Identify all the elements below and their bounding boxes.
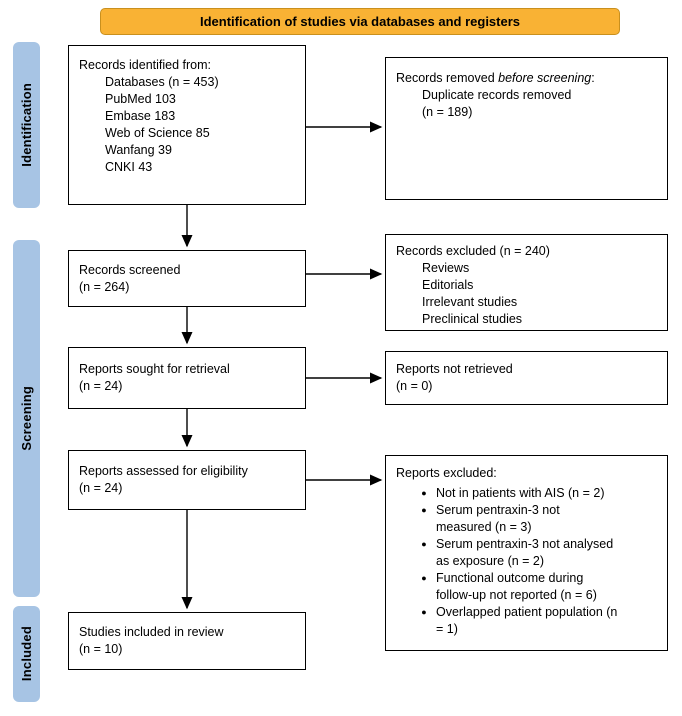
- records-removed-title-prefix: Records removed: [396, 71, 499, 85]
- reports-sought-line1: Reports sought for retrieval: [79, 362, 230, 376]
- stage-screening-text: Screening: [19, 386, 34, 451]
- reports-excluded-item: ● Serum pentraxin-3 not measured (n = 3): [412, 502, 657, 536]
- stage-identification-text: Identification: [19, 83, 34, 167]
- reports-excluded-item: ● Serum pentraxin-3 not analysed as exposure (n = 2): [412, 536, 657, 570]
- records-removed-title-suffix: :: [591, 71, 595, 85]
- reports-assessed-line1: Reports assessed for eligibility: [79, 464, 248, 478]
- records-identified-item: CNKI 43: [105, 160, 153, 174]
- box-reports-not-retrieved: [385, 351, 668, 405]
- box-reports-assessed: [68, 450, 306, 510]
- records-excluded-item: Preclinical studies: [422, 312, 523, 326]
- stage-label-included: [13, 606, 40, 702]
- reports-not-retrieved-line1: Reports not retrieved: [396, 362, 513, 376]
- records-removed-list: [422, 87, 657, 121]
- reports-assessed-line2: (n = 24): [79, 481, 123, 495]
- records-identified-list: [105, 74, 295, 176]
- box-studies-included: [68, 612, 306, 670]
- bullet-icon: ●: [421, 505, 427, 515]
- records-removed-title-emphasis: before screening: [498, 71, 592, 85]
- records-identified-item: Embase 183: [105, 109, 176, 123]
- records-identified-item: PubMed 103: [105, 92, 176, 106]
- reports-not-retrieved-line2: (n = 0): [396, 379, 433, 393]
- records-excluded-item: Reviews: [422, 261, 470, 275]
- records-excluded-title: Records excluded (n = 240): [396, 244, 550, 258]
- records-identified-item: Wanfang 39: [105, 143, 172, 157]
- stage-included-text: Included: [19, 626, 34, 682]
- records-removed-item: (n = 189): [422, 105, 473, 119]
- box-records-screened: [68, 250, 306, 307]
- reports-excluded-list: [412, 485, 657, 638]
- reports-excluded-item: ● Functional outcome during follow-up not reported (n = 6): [412, 570, 657, 604]
- studies-included-line2: (n = 10): [79, 642, 123, 656]
- reports-excluded-title: Reports excluded:: [396, 466, 497, 480]
- bullet-icon: ●: [421, 573, 427, 583]
- records-identified-item: Databases (n = 453): [105, 75, 219, 89]
- reports-excluded-item: ● Overlapped patient population (n = 1): [412, 604, 657, 638]
- box-records-identified: [68, 45, 306, 205]
- reports-excluded-item: ● Not in patients with AIS (n = 2): [412, 485, 657, 502]
- records-identified-title: Records identified from:: [79, 58, 212, 72]
- bullet-icon: ●: [421, 488, 427, 498]
- records-identified-item: Web of Science 85: [105, 126, 210, 140]
- records-screened-line2: (n = 264): [79, 279, 130, 294]
- box-records-excluded: [385, 234, 668, 331]
- stage-label-screening: [13, 240, 40, 597]
- box-records-removed: [385, 57, 668, 200]
- bullet-icon: ●: [421, 607, 427, 617]
- stage-label-identification: [13, 42, 40, 208]
- records-removed-item: Duplicate records removed: [422, 88, 572, 102]
- box-reports-excluded: [385, 455, 668, 651]
- records-screened-line1: Records screened: [79, 262, 181, 277]
- box-reports-sought: [68, 347, 306, 409]
- records-excluded-item: Irrelevant studies: [422, 295, 518, 309]
- bullet-icon: ●: [421, 539, 427, 549]
- records-removed-title: [396, 70, 657, 87]
- banner-label: Identification of studies via databases and registers: [199, 14, 521, 29]
- records-excluded-item: Editorials: [422, 278, 474, 292]
- reports-sought-line2: (n = 24): [79, 379, 123, 393]
- records-excluded-list: [422, 260, 657, 328]
- studies-included-line1: Studies included in review: [79, 625, 224, 639]
- banner: [100, 8, 620, 35]
